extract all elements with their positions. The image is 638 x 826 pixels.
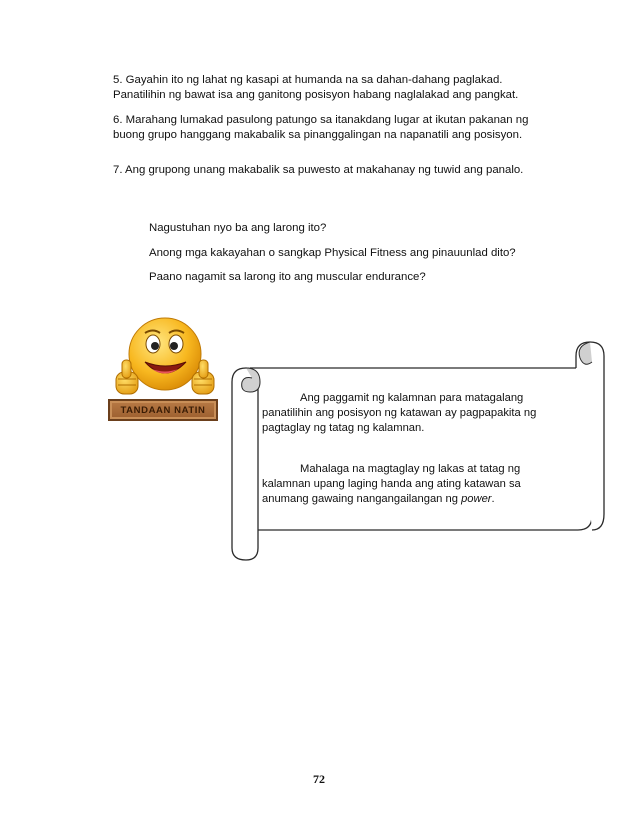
sign-label: TANDAAN NATIN xyxy=(120,404,206,416)
step-6: 6. Marahang lumakad pasulong patungo sa itanakdang lugar at ikutan pakanan ng buong grupo hanggang makabalik sa pinanggalingan na napanatili ang posisyon. xyxy=(113,114,529,141)
step-7: 7. Ang grupong unang makabalik sa puwesto at makahanay ng tuwid ang panalo. xyxy=(113,164,524,176)
page-number: 72 xyxy=(313,772,325,786)
scroll-paragraph-2-text: Mahalaga na magtaglay ng lakas at tatag ng kalamnan upang laging handa ang ating katawan sa anumang gawaing nangangailangan ng xyxy=(262,463,521,505)
question-2: Anong mga kakayahan o sangkap Physical Fitness ang pinauunlad dito? xyxy=(149,247,516,259)
power-word: power xyxy=(461,493,492,505)
scroll-paragraph-2 xyxy=(262,462,547,507)
thumbs-up-emoji-icon xyxy=(112,312,218,404)
question-1: Nagustuhan nyo ba ang larong ito? xyxy=(149,222,327,234)
step-5: 5. Gayahin ito ng lahat ng kasapi at humanda na sa dahan-dahang paglakad. Panatilihin ng bawat isa ang ganitong posisyon habang naglalakad ang pangkat. xyxy=(113,74,519,101)
tandaan-natin-sign xyxy=(108,399,218,421)
scroll-paragraph-1-text: Ang paggamit ng kalamnan para matagalang panatilihin ang posisyon ng katawan ay pagpapakita ng pagtaglay ng tatag ng kalamnan. xyxy=(262,392,537,434)
scroll-banner xyxy=(228,338,610,562)
scroll-paragraph-1 xyxy=(262,391,547,436)
question-3: Paano nagamit sa larong ito ang muscular endurance? xyxy=(149,271,426,283)
scroll-paragraph-2-end: . xyxy=(491,493,495,505)
